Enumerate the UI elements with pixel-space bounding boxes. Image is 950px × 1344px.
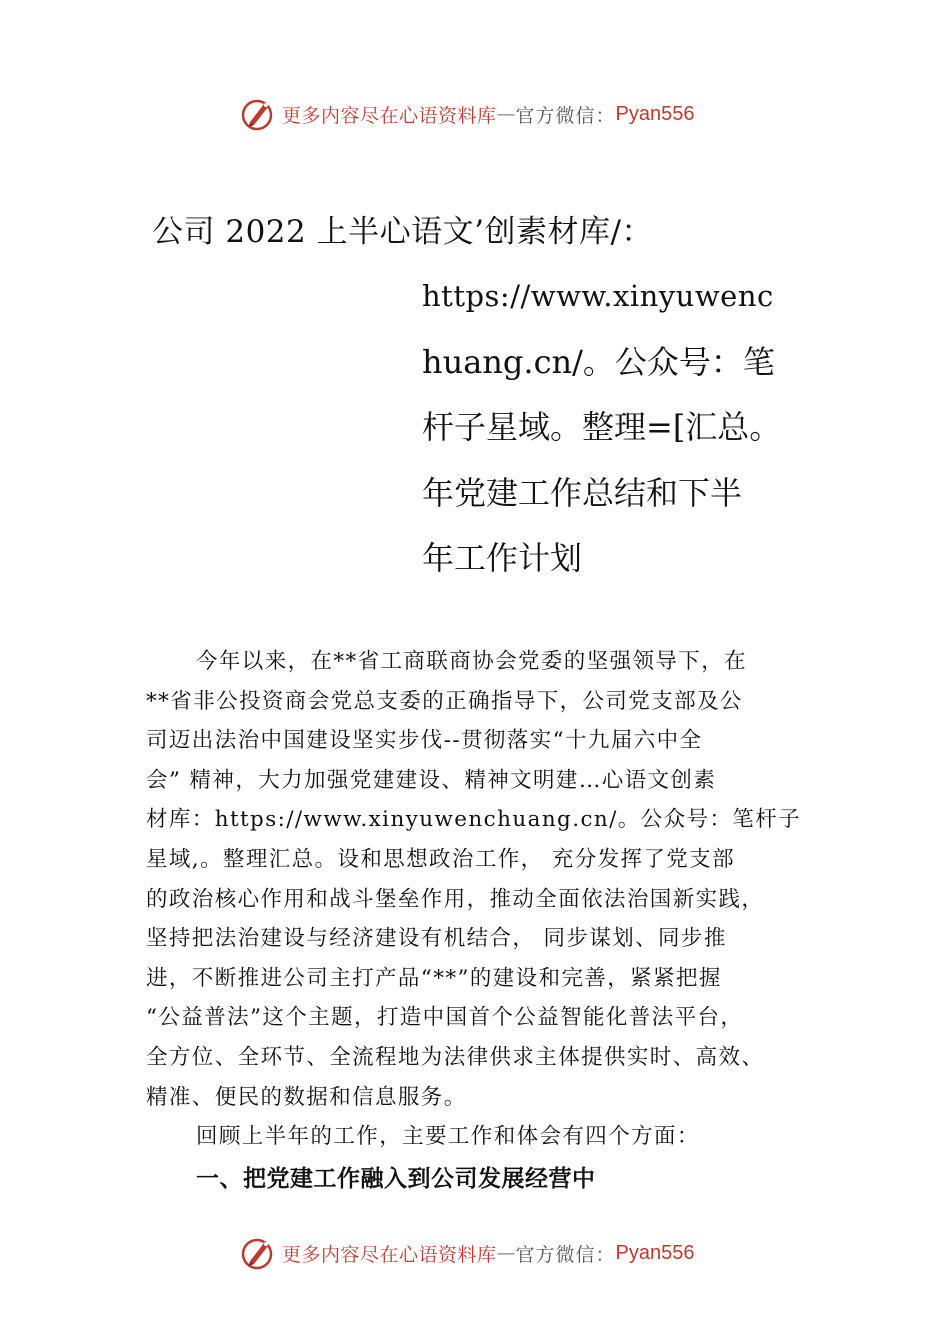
paragraph-line: **省非公投资商会党总支委的正确指导下，公司党支部及公 <box>146 688 743 714</box>
paragraph-line: 全方位、全环节、全流程地为法律供求主体提供实时、高效、 <box>146 1044 765 1070</box>
paragraph-line: 材库：https://www.xinyuwenchuang.cn/。公众号：笔杆子 <box>146 807 801 833</box>
header-banner <box>240 94 760 134</box>
section-heading-1: 一、把党建工作融入到公司发展经营中 <box>196 1166 596 1192</box>
document-title-block <box>422 270 802 598</box>
pen-logo-icon <box>240 96 276 132</box>
title-line: 杆子星域。整理=[汇总。 <box>422 408 782 446</box>
document-title-line1: 公司 2022 上半心语文’创素材库/： <box>152 214 653 250</box>
footer-banner <box>240 1233 760 1273</box>
paragraph-line: 的政治核心作用和战斗堡垒作用，推动全面依法治国新实践， <box>146 886 765 912</box>
banner-dash: — <box>496 103 516 125</box>
paragraph-line: 会” 精神，大力加强党建建设、精神文明建…心语文创素 <box>146 767 717 793</box>
paragraph-line: 精准、便民的数据和信息服务。 <box>146 1084 467 1110</box>
pen-logo-icon <box>240 1235 276 1271</box>
banner-text: 更多内容尽在心语资料库 <box>282 1243 497 1266</box>
title-line: huang.cn/。公众号：笔 <box>422 342 775 381</box>
title-line-url: https://www.xinyuwenc <box>422 279 774 313</box>
banner-wechat-id: Pyan556 <box>615 102 695 125</box>
paragraph-line: 司迈出法治中国建设坚实步伐--贯彻落实“十九届六中全 <box>146 728 703 754</box>
paragraph-line: 今年以来，在**省工商联商协会党委的坚强领导下，在 <box>196 649 748 674</box>
document-body <box>146 642 826 1157</box>
banner-wechat-id: Pyan556 <box>615 1241 695 1264</box>
banner-dash: — <box>496 1242 516 1264</box>
paragraph-line: 星域,。整理汇总。设和思想政治工作， 充分发挥了党支部 <box>146 846 735 872</box>
title-line: 年工作计划 <box>422 539 583 577</box>
banner-wechat-label: 官方微信： <box>515 1243 616 1266</box>
paragraph-line: “公益普法”这个主题，打造中国首个公益智能化普法平台， <box>146 1005 744 1031</box>
banner-wechat-label: 官方微信： <box>515 104 616 127</box>
paragraph-line: 坚持把法治建设与经济建设有机结合， 同步谋划、同步推 <box>146 926 727 952</box>
title-line: 年党建工作总结和下半 <box>422 473 743 512</box>
paragraph-2: 回顾上半年的工作，主要工作和体会有四个方面： <box>196 1124 700 1150</box>
paragraph-line: 进，不断推进公司主打产品“**”的建设和完善，紧紧把握 <box>146 965 722 991</box>
banner-text: 更多内容尽在心语资料库 <box>282 104 497 127</box>
